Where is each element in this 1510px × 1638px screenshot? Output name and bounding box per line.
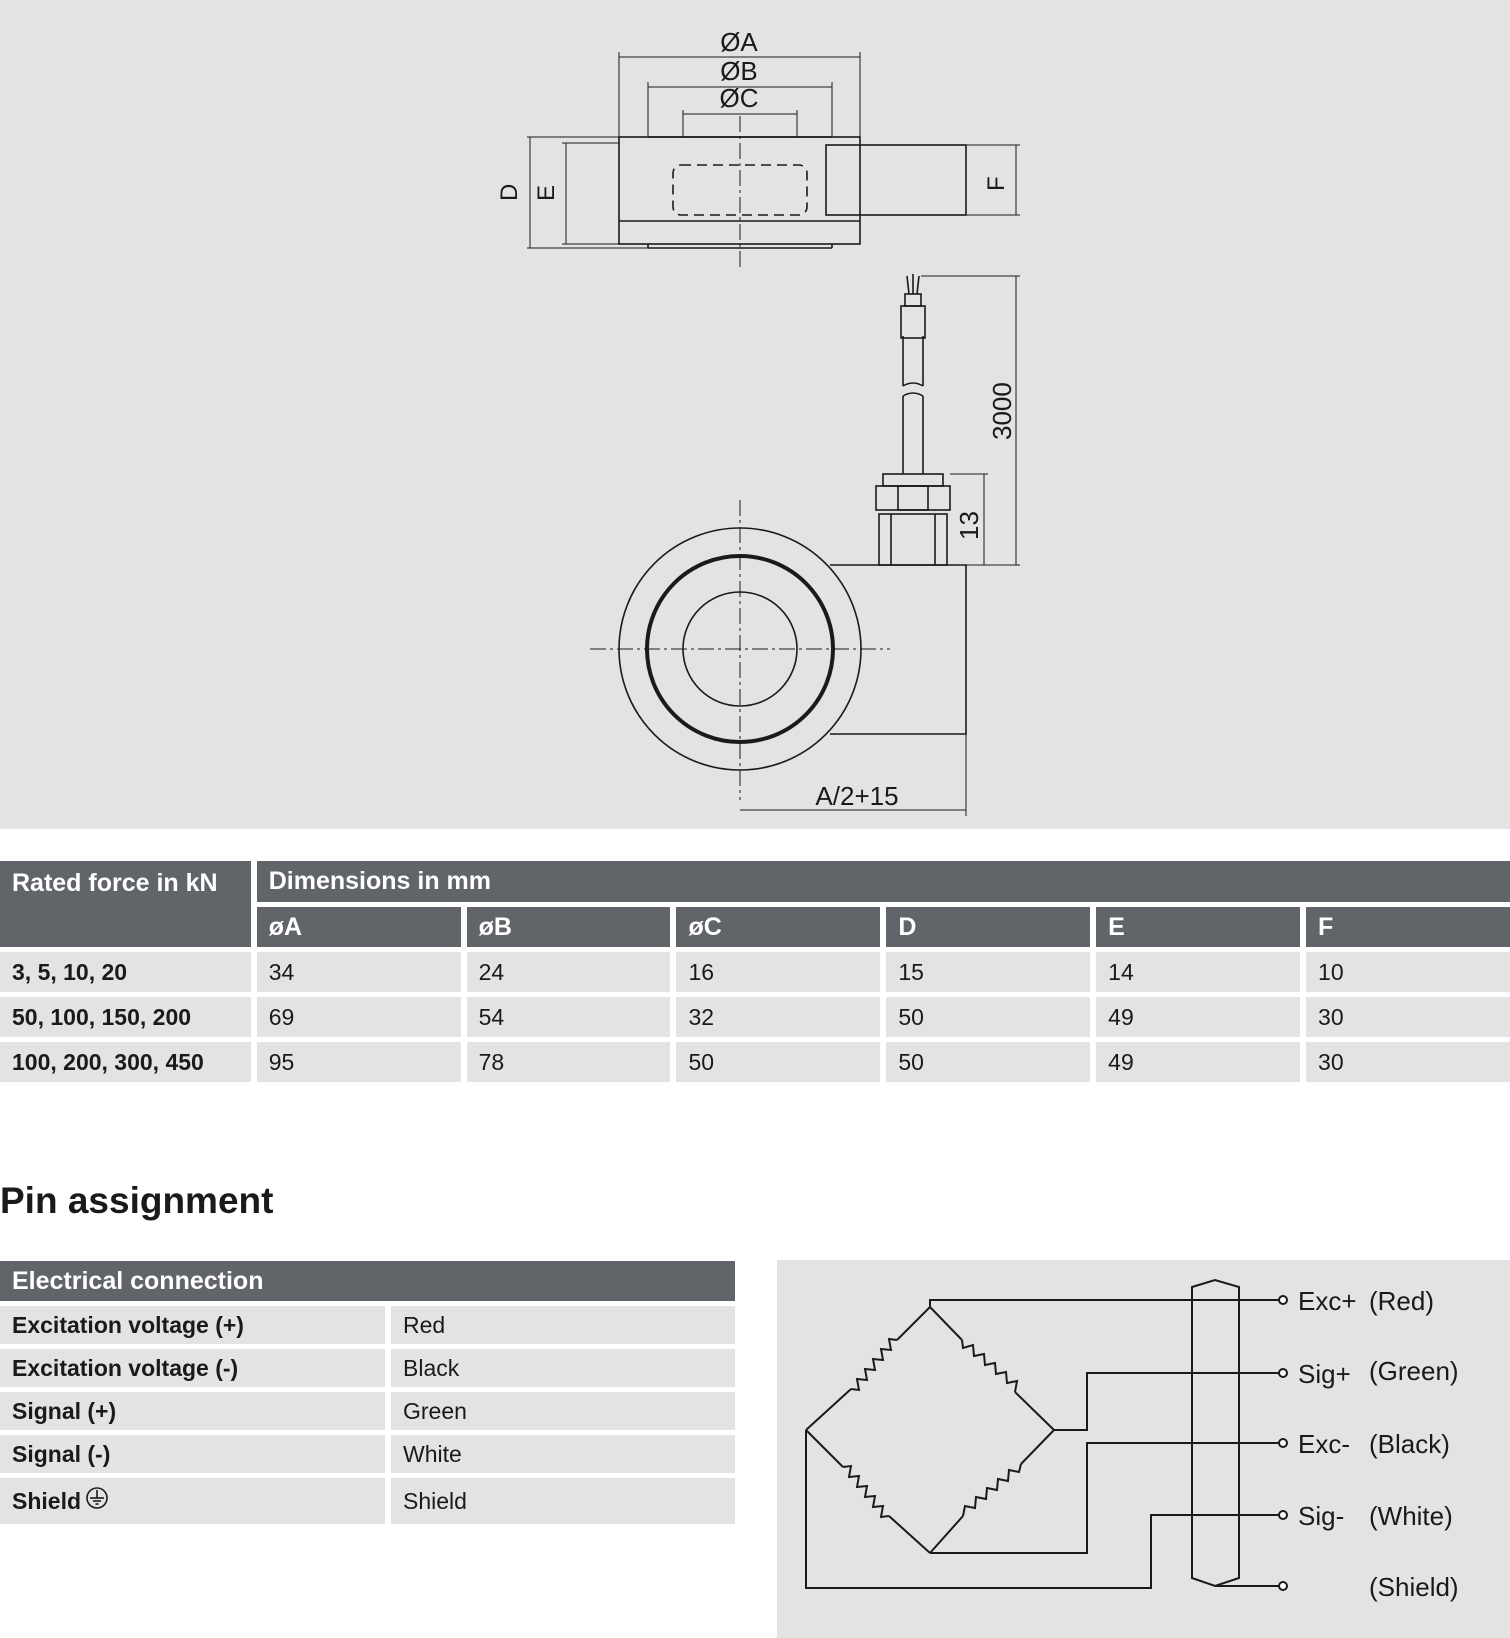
table-cell: 16 — [676, 952, 880, 992]
cable-shield — [1192, 1280, 1239, 1586]
table-row — [0, 1349, 735, 1387]
table-cell: 69 — [257, 997, 461, 1037]
terminal — [1279, 1369, 1287, 1377]
rated-force-cell: 3, 5, 10, 20 — [0, 952, 251, 992]
electrical-connection-table — [0, 1256, 741, 1529]
connection-label: Excitation voltage (+) — [0, 1306, 385, 1344]
table-cell: 95 — [257, 1042, 461, 1082]
table-cell: 50 — [886, 1042, 1090, 1082]
section-title: Pin assignment — [0, 1180, 274, 1221]
column-header: øB — [467, 907, 671, 947]
table-cell: 30 — [1306, 1042, 1510, 1082]
table-row — [0, 1392, 735, 1430]
terminal-signal: Sig- — [1298, 1501, 1345, 1531]
label-cable-length: 3000 — [987, 382, 1017, 440]
terminal-signal: Exc- — [1298, 1429, 1350, 1459]
table-row — [0, 1478, 735, 1524]
column-header: øC — [676, 907, 880, 947]
table-row — [0, 1042, 1510, 1082]
connection-value: Shield — [391, 1478, 735, 1524]
terminal-signal: Sig+ — [1298, 1359, 1351, 1389]
table-cell: 49 — [1096, 1042, 1300, 1082]
terminal — [1279, 1439, 1287, 1447]
table-row — [0, 952, 1510, 992]
resistor — [962, 1340, 1017, 1392]
table-cell: 14 — [1096, 952, 1300, 992]
cable-housing-top — [830, 565, 966, 734]
table-cell: 78 — [467, 1042, 671, 1082]
bridge-wiring-diagram — [777, 1260, 1510, 1638]
table-row — [0, 1435, 735, 1473]
label-dia-a: ØA — [720, 27, 758, 57]
label-gland-height: 13 — [954, 511, 984, 540]
connection-value: Green — [391, 1392, 735, 1430]
cable-housing-side — [826, 145, 966, 215]
column-header: D — [886, 907, 1090, 947]
terminal-signal: Exc+ — [1298, 1286, 1357, 1316]
terminal-color: (Black) — [1369, 1429, 1450, 1459]
label-e: E — [533, 184, 560, 201]
label-f: F — [983, 176, 1010, 191]
terminal-color: (Shield) — [1369, 1572, 1459, 1602]
label-dia-c: ØC — [719, 83, 759, 113]
table-cell: 15 — [886, 952, 1090, 992]
label-offset: A/2+15 — [815, 781, 899, 811]
cable-gland — [879, 514, 947, 565]
terminal — [1279, 1296, 1287, 1304]
ground-icon — [85, 1486, 109, 1510]
terminal — [1279, 1511, 1287, 1519]
table-cell: 32 — [676, 997, 880, 1037]
connection-value: White — [391, 1435, 735, 1473]
resistor — [843, 1466, 889, 1517]
table-row — [0, 1306, 735, 1344]
terminal-color: (Green) — [1369, 1356, 1459, 1386]
connection-label: Signal (+) — [0, 1392, 385, 1430]
resistor — [851, 1339, 897, 1390]
connection-value: Red — [391, 1306, 735, 1344]
table-cell: 24 — [467, 952, 671, 992]
wiring-svg — [777, 1260, 1510, 1638]
table-cell: 34 — [257, 952, 461, 992]
rated-force-cell: 100, 200, 300, 450 — [0, 1042, 251, 1082]
table-cell: 30 — [1306, 997, 1510, 1037]
resistor — [963, 1464, 1021, 1516]
connection-value: Black — [391, 1349, 735, 1387]
table-row — [0, 997, 1510, 1037]
header-dimensions: Dimensions in mm — [257, 861, 1510, 902]
header-rated-force: Rated force in kN — [0, 861, 251, 947]
connection-label: Signal (-) — [0, 1435, 385, 1473]
table-cell: 10 — [1306, 952, 1510, 992]
connection-label: Excitation voltage (-) — [0, 1349, 385, 1387]
column-header: F — [1306, 907, 1510, 947]
connection-label: Shield — [12, 1487, 82, 1514]
electrical-connection-header: Electrical connection — [0, 1261, 735, 1301]
table-cell: 50 — [676, 1042, 880, 1082]
column-header: E — [1096, 907, 1300, 947]
dimensions-table — [0, 856, 1510, 1087]
label-dia-b: ØB — [720, 56, 758, 86]
table-cell: 50 — [886, 997, 1090, 1037]
rated-force-cell: 50, 100, 150, 200 — [0, 997, 251, 1037]
terminal-color: (White) — [1369, 1501, 1453, 1531]
terminal-color: (Red) — [1369, 1286, 1435, 1316]
terminal — [1279, 1582, 1287, 1590]
table-cell: 54 — [467, 997, 671, 1037]
label-d: D — [496, 183, 523, 201]
column-header: øA — [257, 907, 461, 947]
table-cell: 49 — [1096, 997, 1300, 1037]
